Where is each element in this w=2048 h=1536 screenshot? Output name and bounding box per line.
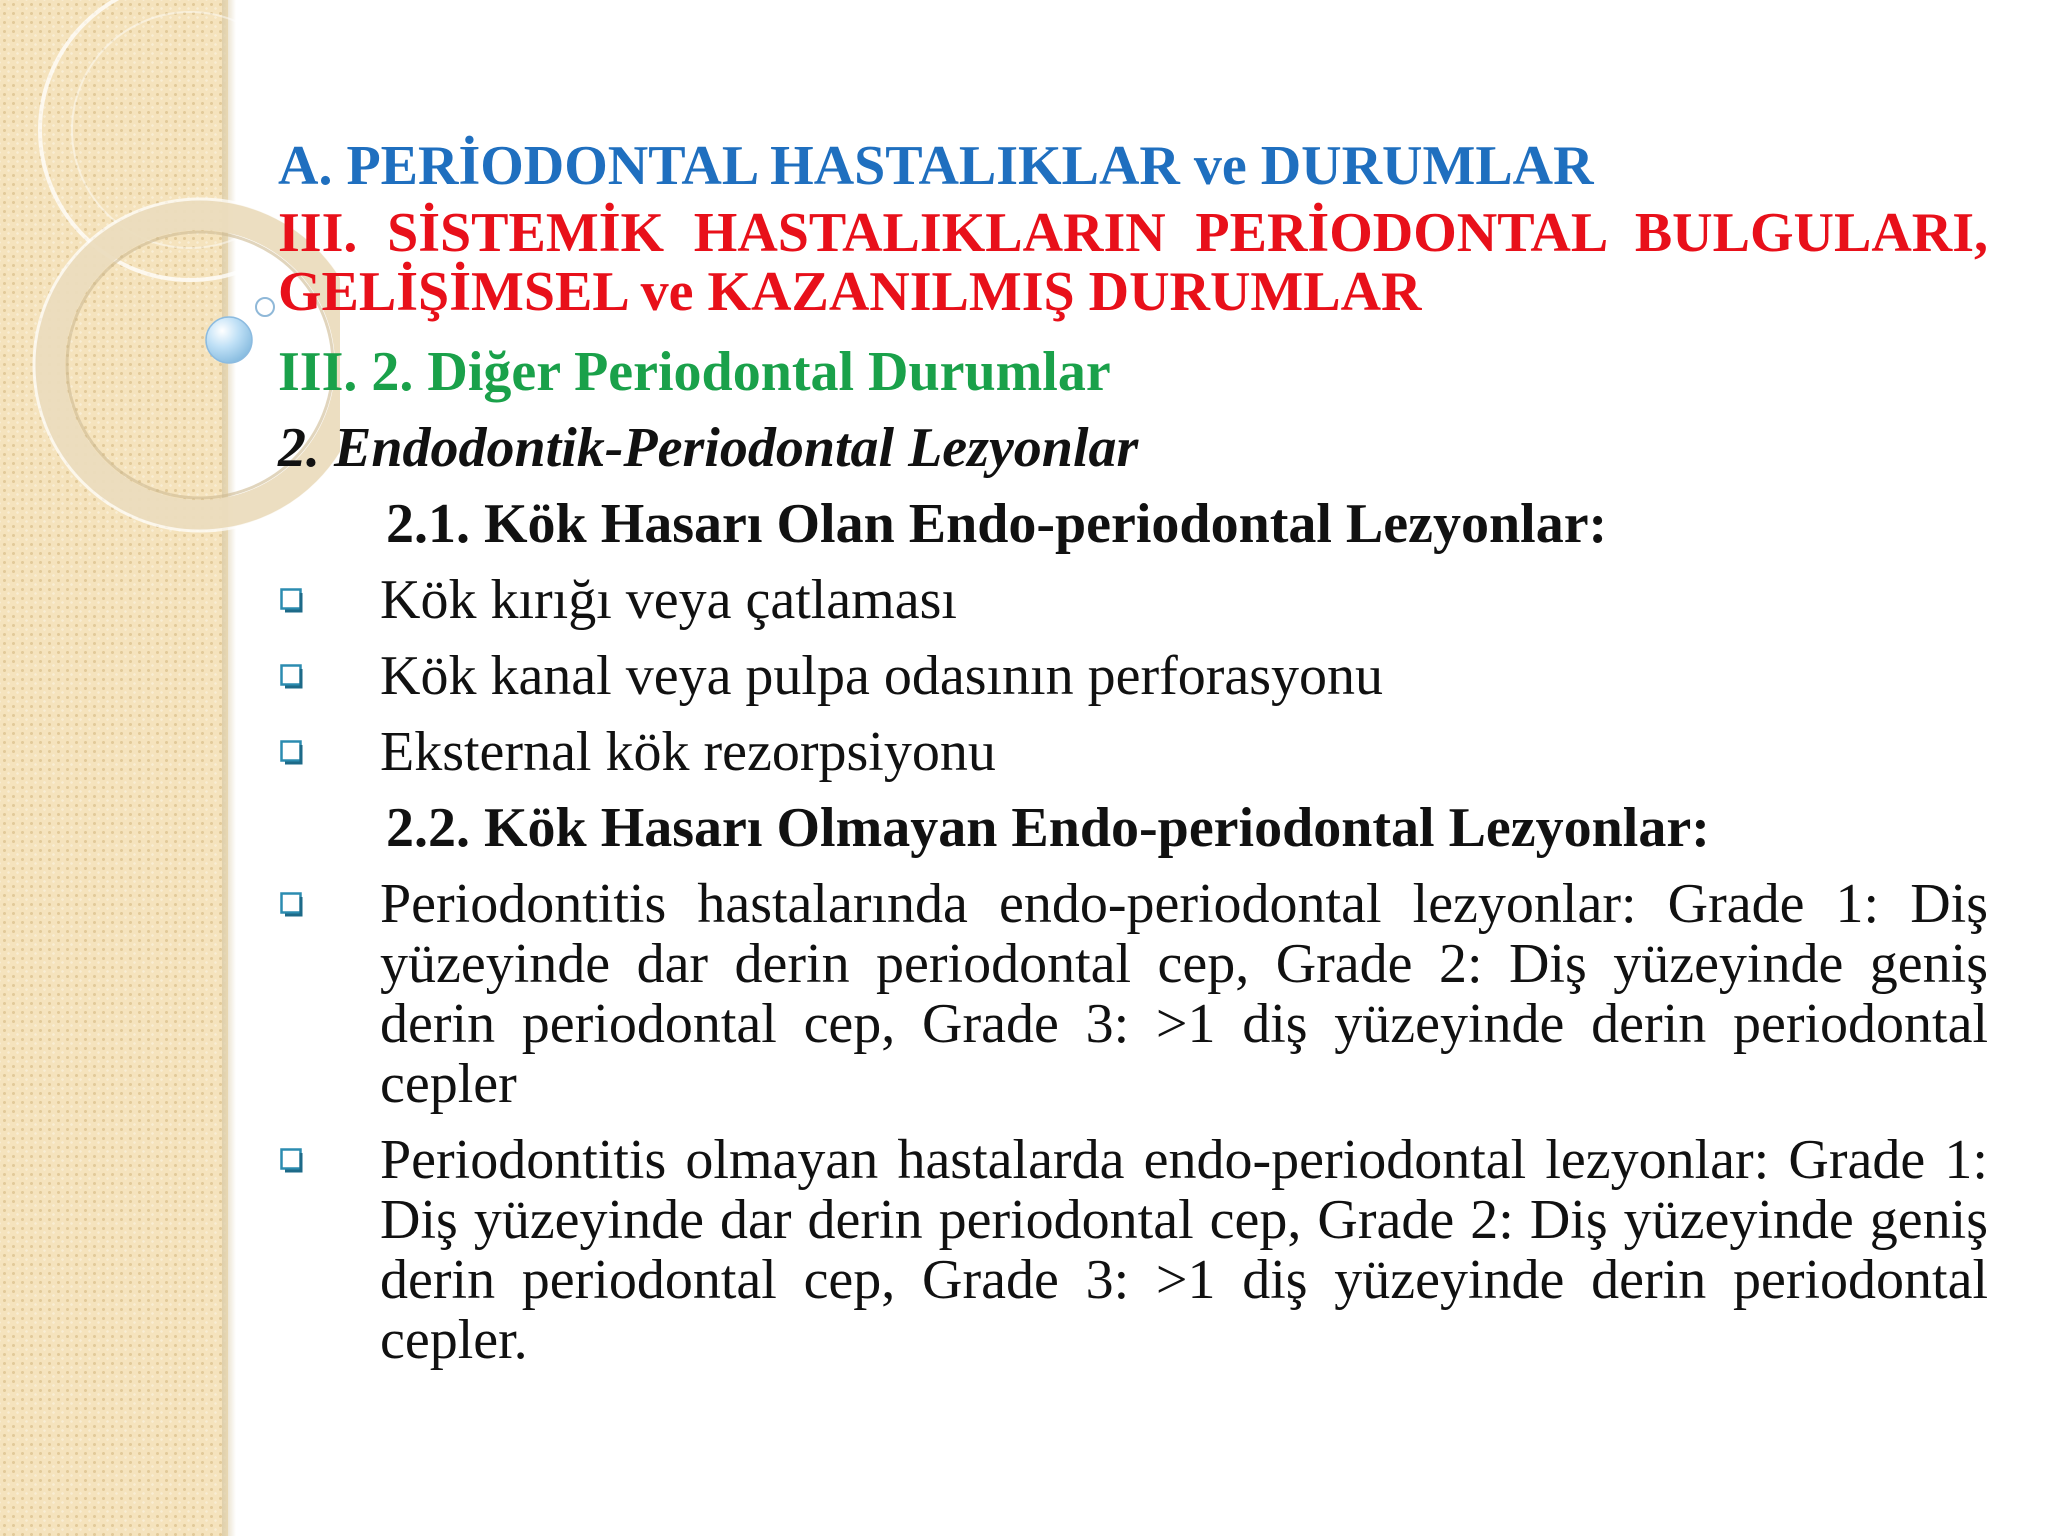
square-box-bullet-icon — [280, 892, 306, 918]
square-box-bullet-icon — [280, 588, 306, 614]
list-item — [278, 638, 1988, 714]
list-item-text: Kök kanal veya pulpa odasının perforasyonu — [380, 645, 1384, 707]
list-item — [278, 562, 1988, 638]
section-title-no-root-damage: 2.2. Kök Hasarı Olmayan Endo-periodontal Lezyonlar: — [386, 797, 1710, 859]
list-item-text: Kök kırığı veya çatlaması — [380, 569, 957, 631]
square-box-bullet-icon — [280, 664, 306, 690]
list-item-text: Eksternal kök rezorpsiyonu — [380, 721, 996, 783]
heading-systemic-diseases: III. SİSTEMİK HASTALIKLARIN PERİODONTAL BULGULARI, GELİŞİMSEL ve KAZANILMIŞ DURUMLAR — [278, 202, 1988, 323]
list-item — [278, 1122, 1988, 1378]
list-item — [278, 866, 1988, 1122]
heading-endo-perio-lesions: 2. Endodontik-Periodontal Lezyonlar — [278, 417, 1139, 479]
slide-content — [278, 128, 1988, 1378]
square-box-bullet-icon — [280, 740, 306, 766]
square-box-bullet-icon — [280, 1148, 306, 1174]
section-title-root-damage: 2.1. Kök Hasarı Olan Endo-periodontal Lezyonlar: — [386, 493, 1608, 555]
list-item-text: Periodontitis olmayan hastalarda endo-periodontal lezyonlar: Grade 1: Diş yüzeyinde dar derin periodontal cep, Grade 2: Diş yüzeyinde geniş derin periodontal cep, Grade 3: >1 diş yüzeyinde derin periodontal cepler. — [380, 1129, 1988, 1371]
list-item-text: Periodontitis hastalarında endo-periodontal lezyonlar: Grade 1: Diş yüzeyinde dar derin periodontal cep, Grade 2: Diş yüzeyinde geniş derin periodontal cep, Grade 3: >1 diş yüzeyinde derin periodontal cepler — [380, 873, 1988, 1115]
list-item — [278, 714, 1988, 790]
heading-other-periodontal-conditions: III. 2. Diğer Periodontal Durumlar — [278, 341, 1111, 403]
heading-periodontal-diseases: A. PERİODONTAL HASTALIKLAR ve DURUMLAR — [278, 135, 1594, 197]
